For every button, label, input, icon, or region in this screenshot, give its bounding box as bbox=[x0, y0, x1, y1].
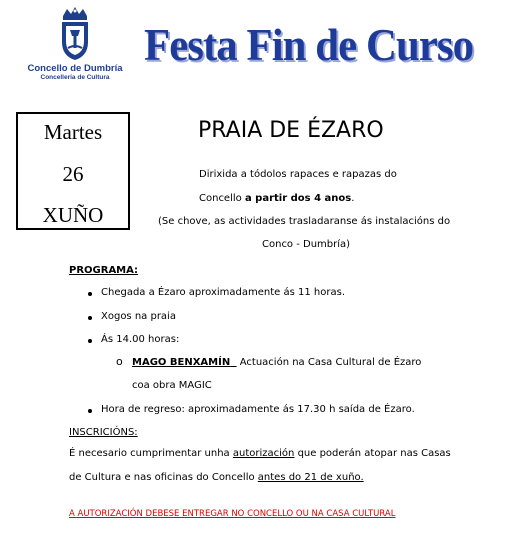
programa-subitem bbox=[132, 357, 421, 368]
bullet-icon bbox=[88, 339, 92, 343]
inscricions-line-1 bbox=[69, 448, 451, 459]
intro-line-2 bbox=[199, 193, 354, 204]
intro-line-4: Conco - Dumbría) bbox=[262, 239, 351, 250]
logo-subtitle: Concellería de Cultura bbox=[40, 74, 110, 81]
coat-of-arms-icon bbox=[58, 6, 92, 62]
inscricions-line-2 bbox=[69, 472, 364, 483]
intro-line-2-suffix: . bbox=[351, 193, 355, 204]
inscricions-line-1-suffix: que poderán atopar nas Casas bbox=[294, 448, 451, 459]
programa-item-4: Hora de regreso: aproximadamente ás 17.30 h saída de Ézaro. bbox=[101, 404, 415, 415]
concello-logo bbox=[20, 6, 130, 94]
circle-bullet-icon: o bbox=[116, 355, 123, 368]
programa-item-2: Xogos na praia bbox=[101, 311, 176, 322]
date-box bbox=[16, 112, 130, 230]
mago-name: MAGO BENXAMÍN bbox=[132, 357, 231, 368]
intro-age-text: a partir dos 4 anos bbox=[244, 193, 352, 204]
date-weekday: Martes bbox=[43, 120, 103, 144]
inscricions-line-1-prefix: É necesario cumprimentar unha bbox=[69, 448, 233, 459]
programa-subitem-line-2: coa obra MAGIC bbox=[132, 380, 212, 391]
intro-line-1: Dirixida a tódolos rapaces e rapazas do bbox=[199, 169, 397, 180]
deadline-text: antes do 21 de xuño. bbox=[257, 472, 364, 483]
programa-item-3: Ás 14.00 horas: bbox=[101, 334, 180, 345]
intro-line-2-prefix: Concello bbox=[199, 193, 245, 204]
logo-name: Concello de Dumbría bbox=[27, 63, 123, 74]
programa-heading: PROGRAMA: bbox=[69, 265, 139, 276]
place-heading: PRAIA DE ÉZARO bbox=[198, 118, 384, 143]
intro-line-3: (Se chove, as actividades trasladaranse ás instalacións do bbox=[158, 216, 451, 227]
inscricions-heading: INSCRICIÓNS: bbox=[69, 427, 138, 438]
bullet-icon bbox=[88, 292, 92, 296]
mago-description: Actuación na Casa Cultural de Ézaro bbox=[239, 357, 422, 368]
date-month: XUÑO bbox=[42, 203, 104, 227]
inscricions-line-2-prefix: de Cultura e nas oficinas do Concello bbox=[69, 472, 258, 483]
date-day: 26 bbox=[62, 162, 84, 186]
bullet-icon bbox=[88, 316, 92, 320]
warning-notice: A AUTORIZACIÓN DEBESE ENTREGAR NO CONCELLO OU NA CASA CULTURAL bbox=[69, 509, 396, 519]
autorizacion-text: autorización bbox=[232, 448, 295, 459]
programa-item-1: Chegada a Ézaro aproximadamente ás 11 horas. bbox=[101, 287, 345, 298]
bullet-icon bbox=[88, 409, 92, 413]
page-title: Festa Fin de Curso bbox=[144, 19, 474, 70]
